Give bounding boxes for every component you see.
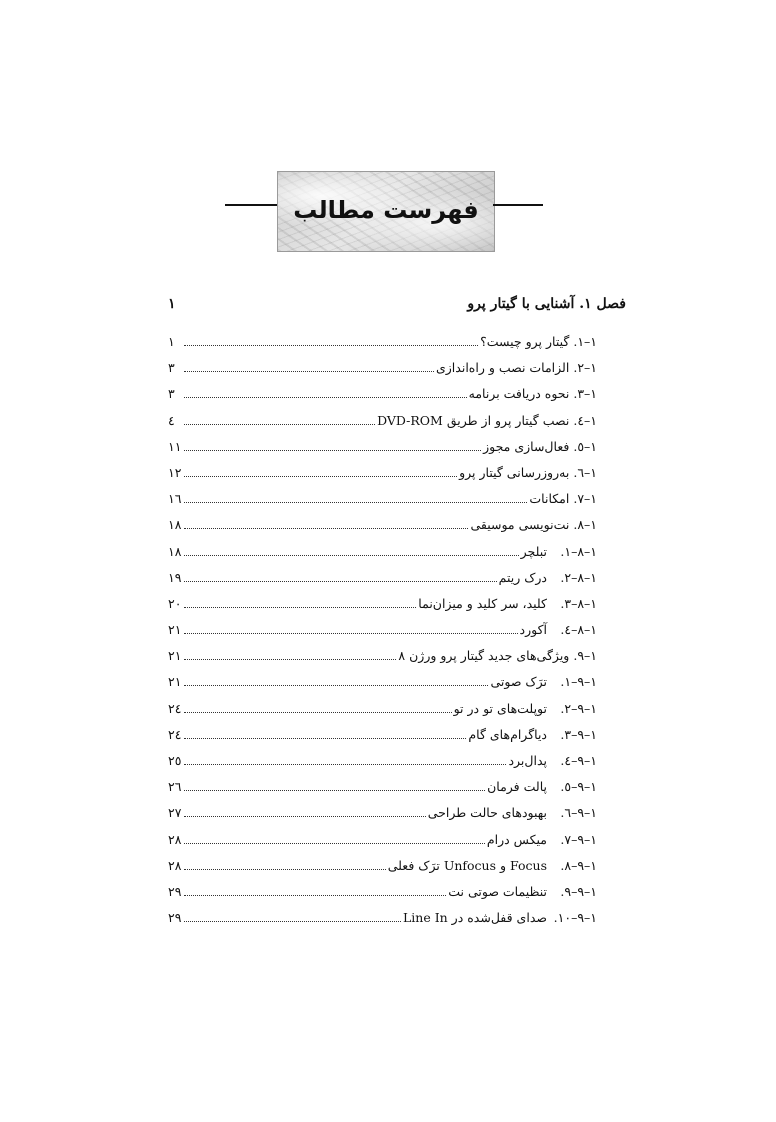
toc-entry-page-number: ۱: [168, 334, 175, 349]
toc-entry[interactable]: [168, 517, 597, 543]
toc-dot-leader: [184, 581, 497, 582]
toc-entry-number: ۱–۸–۲.: [560, 569, 597, 585]
toc-entry-number: ۱–٥.: [573, 438, 597, 454]
toc-entry-number: ۱–٦.: [573, 464, 597, 480]
toc-entry-number: ۱–۳.: [573, 386, 597, 402]
toc-entry-page-number: ۲٤: [168, 700, 182, 716]
toc-entry-page-number: ۲۸: [168, 857, 182, 873]
toc-entry-number: ۱–۹–۲.: [560, 700, 597, 716]
toc-dot-leader: [184, 869, 386, 870]
toc-entry-title: بهبودهای حالت طراحی: [427, 805, 547, 821]
toc-dot-leader: [184, 816, 426, 817]
toc-entry-number: ۱–۹–۷.: [560, 831, 597, 847]
toc-entry-page-number: ۱۸: [168, 517, 182, 533]
toc-entry[interactable]: [168, 334, 597, 360]
toc-entry-number: ۱–۹–۳.: [560, 726, 597, 742]
toc-entry[interactable]: [168, 570, 597, 596]
toc-entry-title: الزامات نصب و راه‌اندازی: [435, 360, 570, 376]
toc-dot-leader: [184, 895, 446, 896]
toc-entry-page-number: ۱٦: [168, 491, 182, 507]
toc-entry-page-number: ۲۹: [168, 883, 182, 899]
toc-entry-number: ۱–٤.: [573, 412, 597, 428]
toc-entry-number: ۱–۹–۱.: [560, 674, 597, 690]
toc-entry-title: به‌روزرسانی گیتار پرو: [459, 464, 570, 480]
toc-entry-number: ۱–۹–۱۰.: [553, 910, 597, 926]
toc-entry-title: تنظیمات صوتی نت: [448, 883, 547, 899]
title-block: [0, 0, 776, 260]
toc-dot-leader: [184, 790, 485, 791]
toc-dot-leader: [184, 633, 518, 634]
toc-entry-number: ۱–۹–٥.: [560, 779, 597, 795]
toc-entry[interactable]: [168, 674, 597, 700]
toc-dot-leader: [184, 502, 527, 503]
title-rule-right: [493, 204, 543, 206]
toc-entry-page-number: ۲٥: [168, 753, 182, 768]
toc-entry[interactable]: [168, 779, 597, 805]
toc-entry-page-number: ۳: [168, 386, 175, 402]
toc-entry[interactable]: [168, 884, 597, 910]
toc-entry[interactable]: [168, 544, 597, 570]
chapter-page-number: ۱: [168, 296, 176, 312]
toc-entry-page-number: ٤: [168, 412, 175, 428]
toc-entry-title: Focus و Unfocus ترَک فعلی: [387, 857, 547, 873]
toc-entry-page-number: ۲۹: [168, 910, 182, 926]
toc-entry[interactable]: [168, 465, 597, 491]
toc-entry-number: ۱–۹–٦.: [560, 805, 597, 821]
toc-entry[interactable]: [168, 360, 597, 386]
toc-entry-page-number: ۲۱: [168, 622, 182, 638]
toc-entry-title: ویژگی‌های جدید گیتار پرو ورژن ۸: [398, 648, 570, 664]
toc-entry-title: کلید، سر کلید و میزان‌نما: [418, 595, 547, 611]
page-title: فهرست مطالب: [293, 196, 479, 224]
toc-entry-title: ترَک صوتی: [490, 674, 547, 690]
toc-entry[interactable]: [168, 491, 597, 517]
toc-entry-page-number: ۱۲: [168, 464, 182, 480]
toc-entry-page-number: ۲۱: [168, 648, 182, 664]
toc-dot-leader: [184, 555, 519, 556]
toc-entry-number: ۱–۸–۱.: [560, 543, 597, 559]
toc-entry-title: گیتار پرو چیست؟: [480, 334, 570, 349]
toc-entry[interactable]: [168, 622, 597, 648]
toc-dot-leader: [184, 345, 478, 346]
toc-dot-leader: [184, 843, 485, 844]
toc-entry-page-number: ۲۸: [168, 831, 182, 847]
toc-dot-leader: [184, 685, 488, 686]
toc-entry-page-number: ۲۱: [168, 674, 182, 690]
toc-entry-page-number: ۲٦: [168, 779, 182, 795]
toc-entry-page-number: ۲٤: [168, 726, 182, 742]
toc-dot-leader: [184, 424, 375, 425]
toc-entry-title: فعال‌سازی مجوز: [483, 438, 570, 454]
toc-dot-leader: [184, 528, 468, 529]
toc-entry-title: صدای قفل‌شده در Line In: [402, 910, 547, 926]
toc-entry-page-number: ۱۱: [168, 438, 182, 454]
toc-dot-leader: [184, 476, 457, 477]
chapter-heading: [168, 296, 626, 320]
toc-entry-title: دیاگرام‌های گام: [468, 726, 547, 742]
toc-entry[interactable]: [168, 832, 597, 858]
toc-dot-leader: [184, 450, 481, 451]
toc-dot-leader: [184, 738, 466, 739]
toc-entry-title: توپلت‌های تو در تو: [453, 700, 547, 716]
toc-entry-number: ۱–۸–٤.: [560, 622, 597, 638]
toc-entry-title: پدال‌برد: [508, 753, 547, 768]
toc-entry-number: ۱–۷.: [573, 491, 597, 507]
toc-entry-number: ۱–۸.: [573, 517, 597, 533]
toc-entry-page-number: ۲۰: [168, 595, 182, 611]
toc-entry[interactable]: [168, 910, 597, 936]
toc-dot-leader: [184, 764, 506, 765]
toc-entry-title: نحوه دریافت برنامه: [468, 386, 570, 402]
toc-entry-title: تبلچر: [520, 543, 547, 559]
toc-entry-number: ۱–۹–۸.: [560, 857, 597, 873]
toc-entry[interactable]: [168, 413, 597, 439]
title-rule-left: [225, 204, 277, 206]
toc-entry-number: ۱–۲.: [573, 360, 597, 376]
toc-entry[interactable]: [168, 805, 597, 831]
title-box: [277, 171, 495, 252]
toc-dot-leader: [184, 397, 467, 398]
toc-entry[interactable]: [168, 858, 597, 884]
toc-entry-title: درک ریتم: [498, 569, 547, 585]
toc-entry-title: میکس درام: [486, 831, 547, 847]
toc-entry-page-number: ۲۷: [168, 805, 182, 821]
toc-dot-leader: [184, 371, 434, 372]
toc-dot-leader: [184, 921, 401, 922]
toc-entry-title: آکورد: [519, 622, 547, 638]
toc-entry-title: پالت فرمان: [487, 779, 547, 795]
toc-entry-title: نصب گیتار پرو از طریق DVD-ROM: [377, 412, 570, 428]
toc-entry-page-number: ۱۹: [168, 569, 182, 585]
toc-entry[interactable]: [168, 727, 597, 753]
toc-dot-leader: [184, 712, 452, 713]
toc-entry-page-number: ۱۸: [168, 543, 182, 559]
toc-dot-leader: [184, 659, 396, 660]
toc-entry[interactable]: [168, 386, 597, 412]
toc-entry-number: ۱–۹–٤.: [560, 753, 597, 768]
toc-entry[interactable]: [168, 648, 597, 674]
toc-entry-number: ۱–۸–۳.: [560, 595, 597, 611]
toc-entry-page-number: ۳: [168, 360, 175, 376]
toc-entry-number: ۱–۹.: [573, 648, 597, 664]
toc-entry[interactable]: [168, 701, 597, 727]
toc-entry[interactable]: [168, 596, 597, 622]
toc-entry-title: نت‌نویسی موسیقی: [470, 517, 570, 533]
toc-entry-number: ۱–۹–۹.: [560, 883, 597, 899]
toc-list: [168, 334, 597, 936]
toc-entry-title: امکانات: [529, 491, 570, 507]
toc-entry[interactable]: [168, 753, 597, 779]
chapter-title: فصل ۱. آشنایی با گیتار پرو: [467, 296, 626, 312]
toc-entry-number: ۱–۱.: [573, 334, 597, 349]
toc-entry[interactable]: [168, 439, 597, 465]
toc-dot-leader: [184, 607, 416, 608]
